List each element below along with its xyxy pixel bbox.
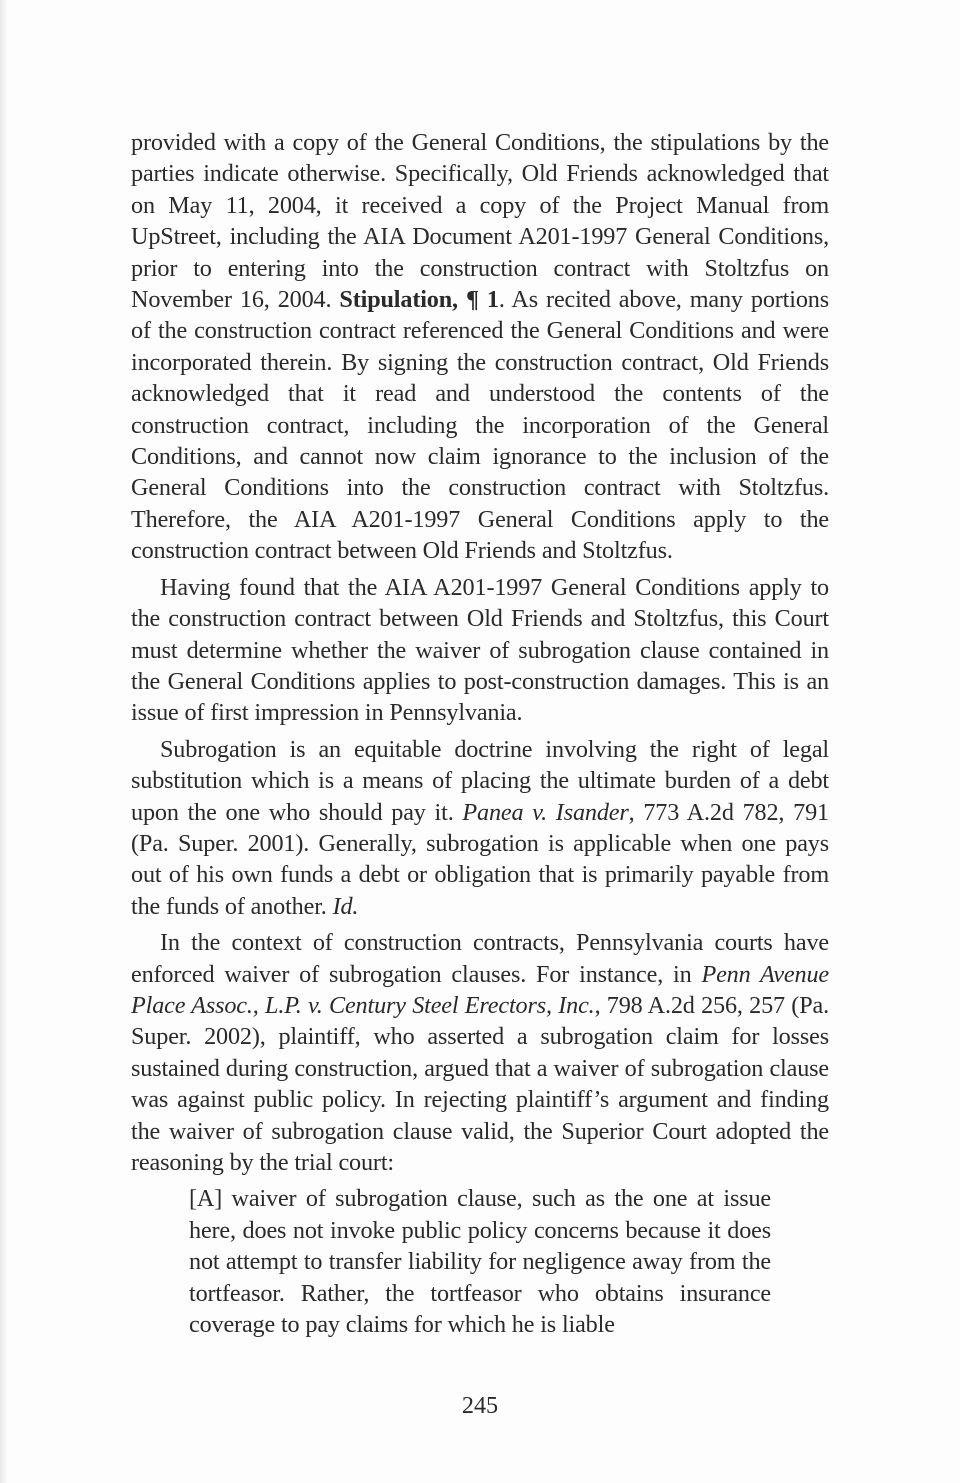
text-run: . As recited above, many portions of the construction contract referenced the General Conditions and were incorporated therein. By signing the construction contract, Old Friends acknowledged that it read and understood the contents of the construction contract, including the incorporation of the General Conditions, and cannot now claim ignorance to the inclusion of the General Conditions into the construction contract with Stoltzfus. Therefore, the AIA A201-1997 General Conditions apply to the construction contract between Old Friends and Stoltzfus.	[131, 286, 829, 565]
paragraph-stipulation	[131, 127, 829, 567]
text-run: In the context of construction contracts, Pennsylvania courts have enforced waiver of subrogation clauses. For instance, in	[131, 929, 829, 988]
paragraph-first-impression	[131, 572, 829, 729]
id-citation: Id.	[332, 892, 359, 920]
text-run: Having found that the AIA A201-1997 General Conditions apply to the construction contract between Old Friends and Stoltzfus, this Court must determine whether the waiver of subrogation clause contained in the General Conditions applies to post-construction damages. This is an issue of first impression in Pennsylvania.	[131, 573, 829, 727]
page-number: 245	[461, 1392, 499, 1419]
paragraph-subrogation-definition	[131, 734, 829, 922]
block-quote	[189, 1183, 771, 1340]
text-run: [A] waiver of subrogation clause, such as the one at issue here, does not invoke public policy concerns because it does not attempt to transfer liability for negligence away from the tortfeasor. Rather, the tortfeasor who obtains insurance coverage to pay claims for which he is liable	[189, 1185, 771, 1339]
text-run: provided with a copy of the General Conditions, the stipulations by the parties indicate otherwise. Specifically, Old Friends acknowledged that on May 11, 2004, it received a copy of the Project Manual from UpStreet, including the AIA Document A201-1997 General Conditions, prior to entering into the construction contract with Stoltzfus on November 16, 2004.	[131, 129, 829, 314]
paragraph-construction-contracts	[131, 927, 829, 1178]
text-run: , 773 A.2d 782, 791 (Pa. Super. 2001). Generally, subrogation is applicable when one pays out of his own funds a debt or obligation that is primarily payable from the funds of another.	[131, 798, 829, 920]
case-citation: Penn Avenue Place Assoc., L.P. v. Century Steel Erectors, Inc.	[131, 960, 829, 1019]
page-shadow-edge	[0, 0, 8, 1483]
case-citation: Panea v. Isander	[462, 798, 629, 826]
text-run: Subrogation is an equitable doctrine involving the right of legal substitution which is a means of placing the ultimate burden of a debt upon the one who should pay it.	[131, 735, 829, 826]
text-run: , 798 A.2d 256, 257 (Pa. Super. 2002), plaintiff, who asserted a subrogation claim for losses sustained during construction, argued that a waiver of subrogation clause was against public policy. In rejecting plaintiff’s argument and finding the waiver of subrogation clause valid, the Superior Court adopted the reasoning by the trial court:	[131, 991, 829, 1176]
stipulation-citation: Stipulation, ¶ 1	[339, 286, 499, 314]
body-text	[131, 127, 829, 1340]
